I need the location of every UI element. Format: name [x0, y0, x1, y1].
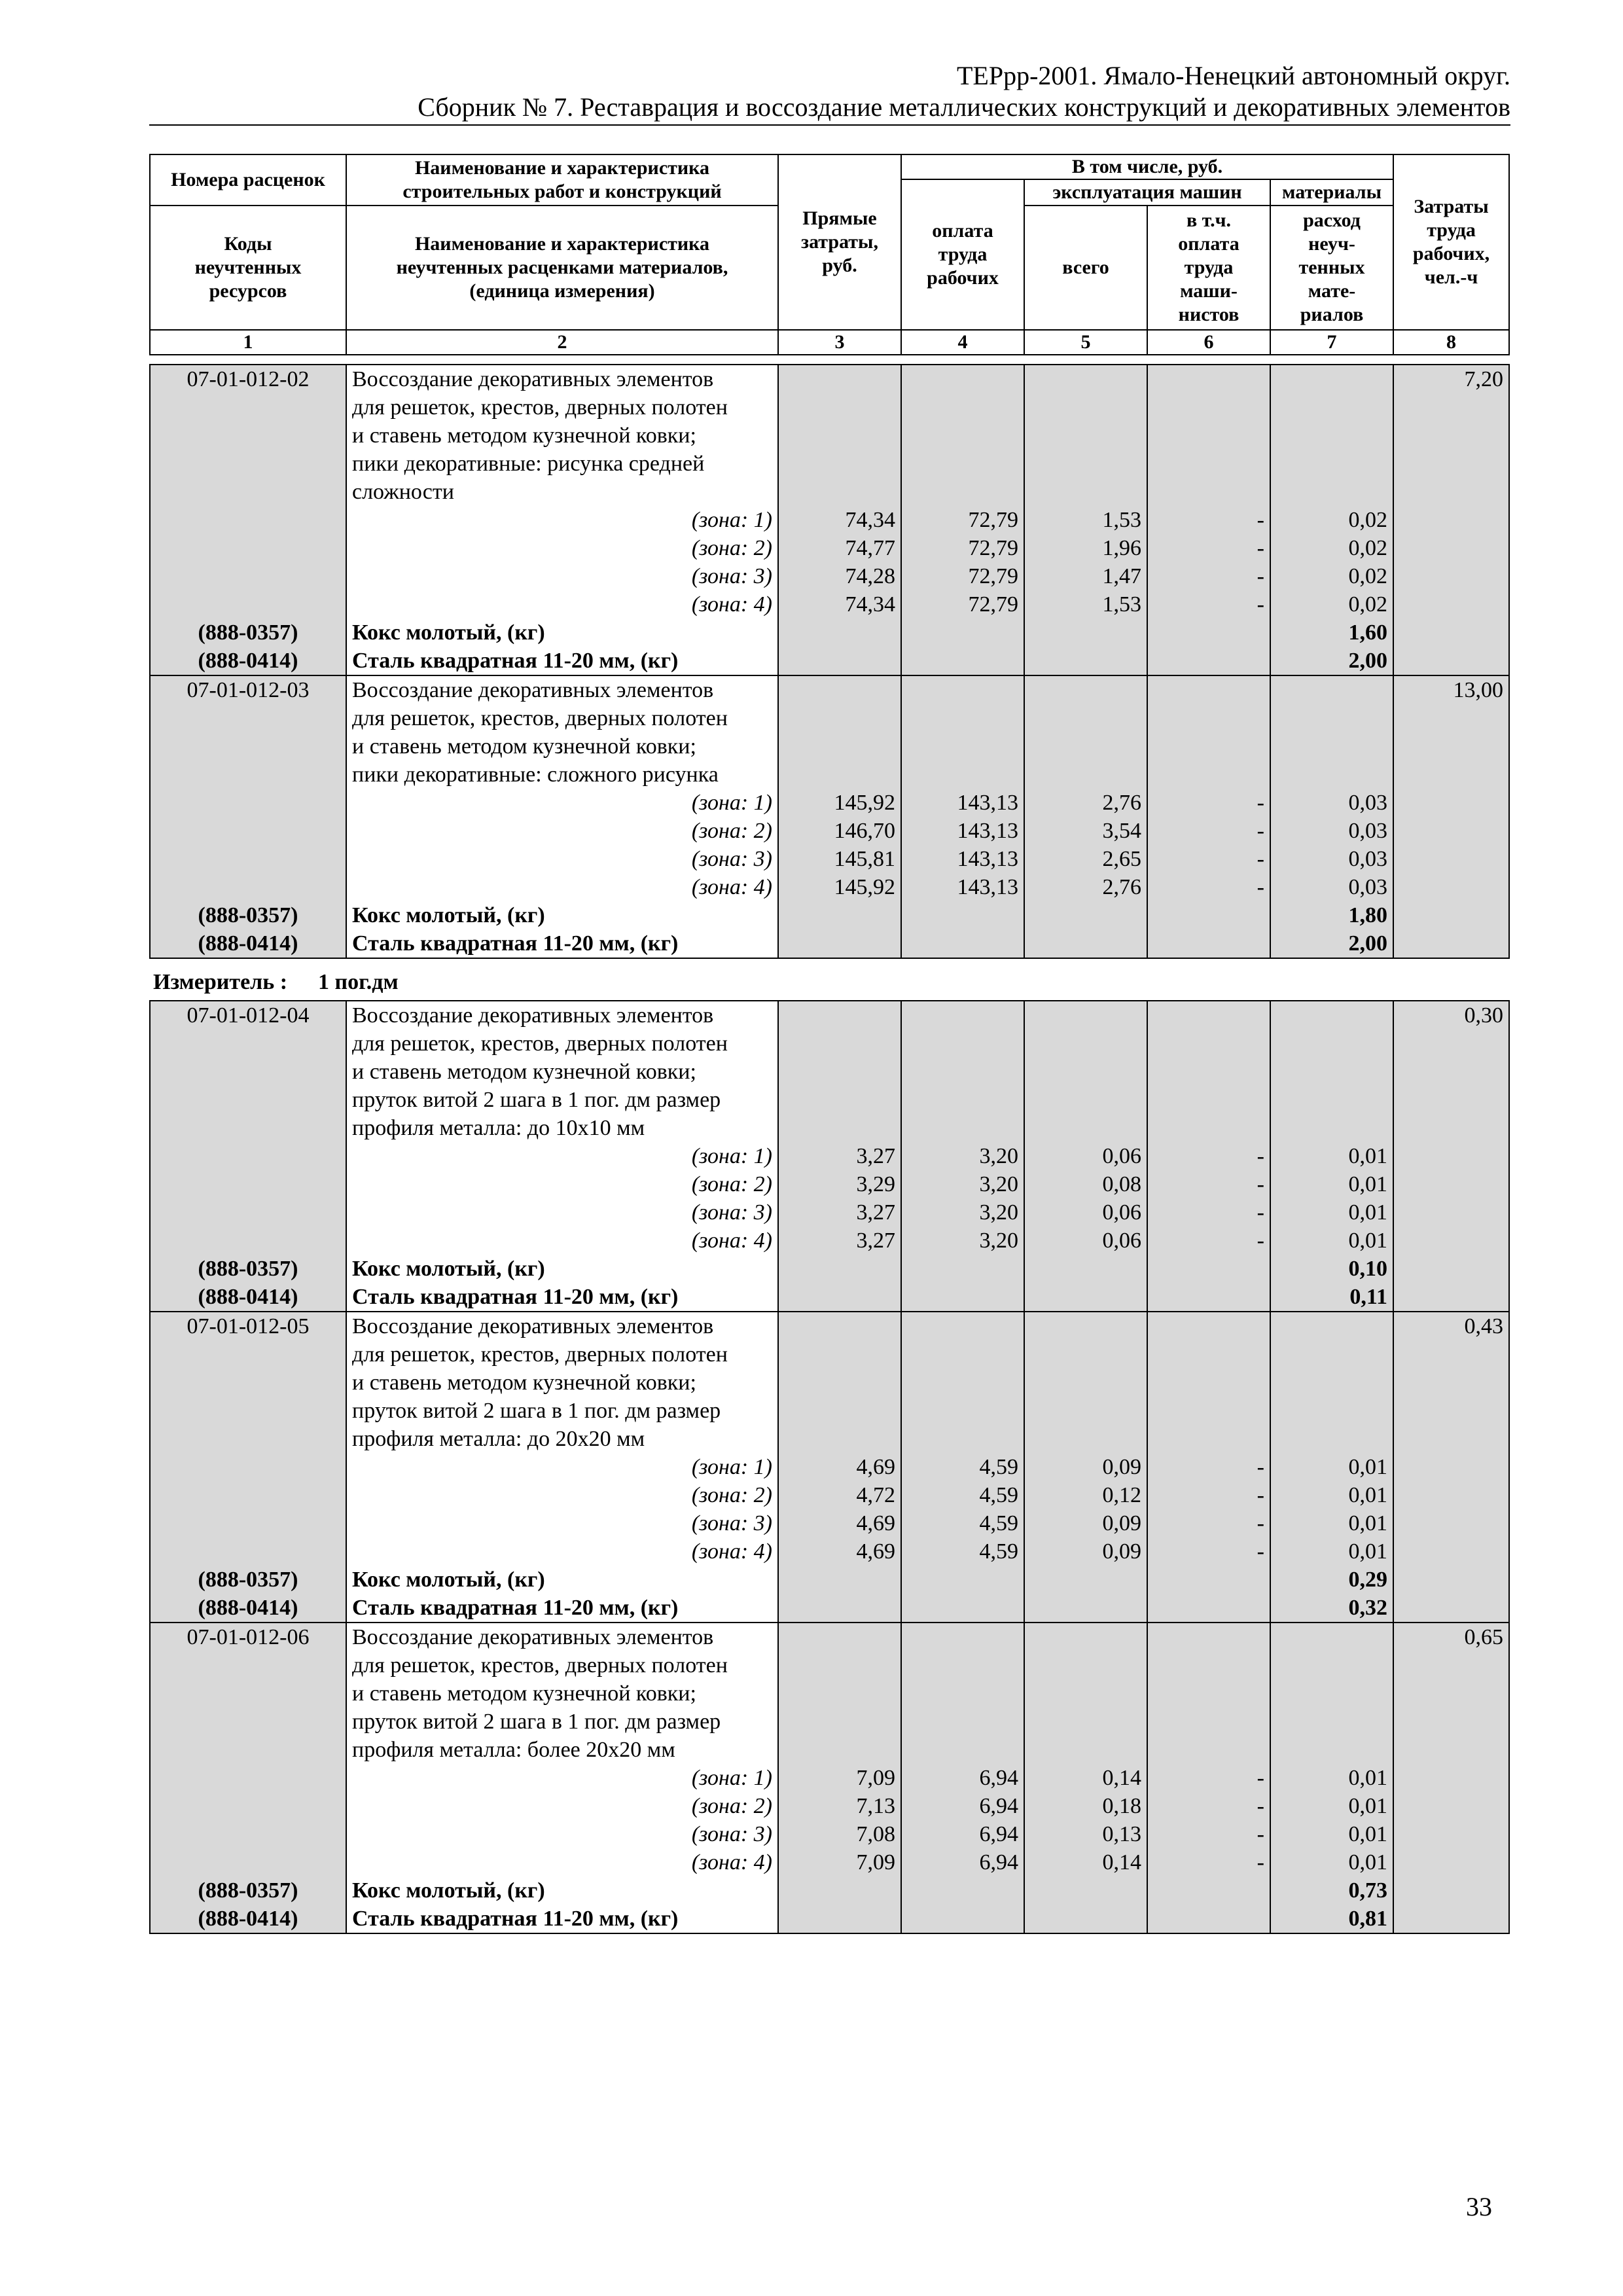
materials-value: 0,01	[1348, 1850, 1387, 1874]
wages-value: 3,20	[979, 1172, 1018, 1196]
resource-code: (888-0357)	[198, 903, 298, 927]
wages-value: 3,20	[979, 1229, 1018, 1253]
rate-entry	[150, 1312, 1509, 1623]
operators-value: -	[1257, 536, 1264, 560]
materials-value: 0,01	[1348, 1794, 1387, 1818]
zone-label: (зона: 2)	[691, 1172, 772, 1196]
cell-materials	[1270, 1623, 1393, 1933]
operators-value: -	[1257, 1766, 1264, 1790]
wages-value: 6,94	[979, 1794, 1018, 1818]
operators-value: -	[1257, 1455, 1264, 1479]
direct-cost-value: 7,08	[856, 1822, 895, 1846]
resource-qty: 1,80	[1348, 903, 1387, 927]
col-header-resource-codes: Коды неучтенных ресурсов	[150, 206, 346, 330]
rate-code: 07-01-012-03	[187, 678, 310, 702]
work-description-line: сложности	[352, 480, 454, 504]
resource-name: Сталь квадратная 11-20 мм, (кг)	[352, 1285, 679, 1309]
work-description-line: пруток витой 2 шага в 1 пог. дм размер	[352, 1710, 721, 1734]
resource-name: Кокс молотый, (кг)	[352, 1878, 545, 1903]
materials-value: 0,02	[1348, 564, 1387, 588]
col-number-7: 7	[1270, 330, 1393, 355]
work-description-line: для решеток, крестов, дверных полотен	[352, 395, 728, 420]
wages-value: 6,94	[979, 1766, 1018, 1790]
cell-machines	[1024, 675, 1147, 958]
labor-value: 7,20	[1464, 367, 1503, 391]
operators-value: -	[1257, 1200, 1264, 1225]
cell-materials	[1270, 1312, 1393, 1623]
col-header-labor: Затраты труда рабочих, чел.-ч	[1393, 154, 1509, 330]
work-description-line: для решеток, крестов, дверных полотен	[352, 1031, 728, 1056]
work-description-line: для решеток, крестов, дверных полотен	[352, 1342, 728, 1367]
labor-value: 0,30	[1464, 1003, 1503, 1028]
operators-value: -	[1257, 1172, 1264, 1196]
direct-cost-value: 4,69	[856, 1511, 895, 1535]
machines-value: 0,06	[1102, 1200, 1141, 1225]
cell-labor	[1393, 675, 1509, 958]
zone-label: (зона: 2)	[691, 1794, 772, 1818]
operators-value: -	[1257, 1144, 1264, 1168]
resource-qty: 1,60	[1348, 620, 1387, 645]
col-number-6: 6	[1147, 330, 1270, 355]
col-number-3: 3	[778, 330, 901, 355]
rate-entry	[150, 675, 1509, 958]
materials-value: 0,03	[1348, 819, 1387, 843]
work-description-line: и ставень методом кузнечной ковки;	[352, 1060, 696, 1084]
machines-value: 2,76	[1102, 791, 1141, 815]
zone-label: (зона: 3)	[691, 847, 772, 871]
machines-value: 0,18	[1102, 1794, 1141, 1818]
work-description-line: и ставень методом кузнечной ковки;	[352, 1371, 696, 1395]
header-rule	[149, 124, 1510, 126]
operators-value: -	[1257, 875, 1264, 899]
col-number-2: 2	[346, 330, 778, 355]
machines-value: 0,06	[1102, 1144, 1141, 1168]
labor-value: 0,43	[1464, 1314, 1503, 1338]
resource-qty: 0,11	[1349, 1285, 1387, 1309]
direct-cost-value: 3,29	[856, 1172, 895, 1196]
materials-value: 0,01	[1348, 1539, 1387, 1564]
cell-description	[346, 1623, 778, 1933]
work-description-line: и ставень методом кузнечной ковки;	[352, 1681, 696, 1706]
labor-value: 13,00	[1453, 678, 1503, 702]
cell-code	[150, 1001, 346, 1312]
col-number-5: 5	[1024, 330, 1147, 355]
resource-qty: 2,00	[1348, 649, 1387, 673]
cell-machines	[1024, 365, 1147, 675]
wages-value: 72,79	[968, 564, 1018, 588]
resource-code: (888-0357)	[198, 1257, 298, 1281]
wages-value: 72,79	[968, 592, 1018, 617]
zone-label: (зона: 4)	[691, 1850, 772, 1874]
zone-label: (зона: 2)	[691, 819, 772, 843]
resource-code: (888-0357)	[198, 1878, 298, 1903]
zone-label: (зона: 1)	[691, 791, 772, 815]
work-description-line: пруток витой 2 шага в 1 пог. дм размер	[352, 1399, 721, 1423]
work-description-line: Воссоздание декоративных элементов	[352, 1314, 714, 1338]
materials-value: 0,01	[1348, 1229, 1387, 1253]
work-description-line: Воссоздание декоративных элементов	[352, 1003, 714, 1028]
zone-label: (зона: 2)	[691, 536, 772, 560]
materials-value: 0,01	[1348, 1766, 1387, 1790]
machines-value: 0,14	[1102, 1766, 1141, 1790]
cell-direct	[778, 1623, 901, 1933]
work-description-line: Воссоздание декоративных элементов	[352, 678, 714, 702]
col-header-machines-total: всего	[1024, 206, 1147, 330]
resource-qty: 0,29	[1348, 1568, 1387, 1592]
cell-materials	[1270, 365, 1393, 675]
col-header-work-name: Наименование и характеристика строительных работ и конструкций	[346, 154, 778, 206]
resource-code: (888-0357)	[198, 620, 298, 645]
cell-direct	[778, 1001, 901, 1312]
resource-name: Кокс молотый, (кг)	[352, 903, 545, 927]
machines-value: 0,08	[1102, 1172, 1141, 1196]
direct-cost-value: 4,72	[856, 1483, 895, 1507]
direct-cost-value: 4,69	[856, 1539, 895, 1564]
zone-label: (зона: 4)	[691, 1539, 772, 1564]
direct-cost-value: 3,27	[856, 1229, 895, 1253]
col-header-wages: оплата труда рабочих	[901, 179, 1024, 330]
work-description-line: пруток витой 2 шага в 1 пог. дм размер	[352, 1088, 721, 1112]
measure-unit	[153, 970, 399, 995]
operators-value: -	[1257, 1794, 1264, 1818]
zone-label: (зона: 3)	[691, 564, 772, 588]
resource-code: (888-0357)	[198, 1568, 298, 1592]
resource-code: (888-0414)	[198, 1596, 298, 1620]
wages-value: 4,59	[979, 1455, 1018, 1479]
operators-value: -	[1257, 847, 1264, 871]
work-description-line: Воссоздание декоративных элементов	[352, 1625, 714, 1649]
cell-code	[150, 1623, 346, 1933]
operators-value: -	[1257, 791, 1264, 815]
cell-wages	[901, 1623, 1024, 1933]
direct-cost-value: 145,81	[834, 847, 895, 871]
zone-label: (зона: 4)	[691, 1229, 772, 1253]
cell-description	[346, 1312, 778, 1623]
wages-value: 72,79	[968, 536, 1018, 560]
col-number-4: 4	[901, 330, 1024, 355]
zone-label: (зона: 3)	[691, 1511, 772, 1535]
cell-labor	[1393, 365, 1509, 675]
cell-wages	[901, 365, 1024, 675]
cell-wages	[901, 675, 1024, 958]
materials-value: 0,01	[1348, 1144, 1387, 1168]
wages-value: 143,13	[957, 791, 1018, 815]
cell-machines	[1024, 1623, 1147, 1933]
col-header-including: В том числе, руб.	[901, 154, 1393, 179]
labor-value: 0,65	[1464, 1625, 1503, 1649]
machines-value: 1,53	[1102, 508, 1141, 532]
col-number-1: 1	[150, 330, 346, 355]
cell-description	[346, 675, 778, 958]
resource-name: Сталь квадратная 11-20 мм, (кг)	[352, 1907, 679, 1931]
wages-value: 6,94	[979, 1822, 1018, 1846]
operators-value: -	[1257, 1511, 1264, 1535]
table-header	[149, 154, 1510, 355]
materials-value: 0,03	[1348, 875, 1387, 899]
resource-code: (888-0414)	[198, 1907, 298, 1931]
resource-qty: 2,00	[1348, 931, 1387, 956]
materials-value: 0,02	[1348, 508, 1387, 532]
machines-value: 3,54	[1102, 819, 1141, 843]
rates-table-2	[149, 1000, 1510, 1934]
rate-entry	[150, 1001, 1509, 1312]
rate-code: 07-01-012-04	[187, 1003, 310, 1028]
work-description-line: профиля металла: более 20х20 мм	[352, 1738, 675, 1762]
wages-value: 72,79	[968, 508, 1018, 532]
wages-value: 4,59	[979, 1511, 1018, 1535]
resource-name: Кокс молотый, (кг)	[352, 1568, 545, 1592]
machines-value: 2,76	[1102, 875, 1141, 899]
resource-qty: 0,10	[1348, 1257, 1387, 1281]
wages-value: 3,20	[979, 1200, 1018, 1225]
resource-qty: 0,32	[1348, 1596, 1387, 1620]
wages-value: 143,13	[957, 819, 1018, 843]
direct-cost-value: 74,34	[845, 592, 895, 617]
work-description-line: пики декоративные: сложного рисунка	[352, 762, 719, 787]
col-header-machines: эксплуатация машин	[1024, 179, 1270, 206]
cell-materials	[1270, 1001, 1393, 1312]
cell-wages	[901, 1312, 1024, 1623]
measure-label: Измеритель :	[153, 970, 288, 994]
cell-machines	[1024, 1312, 1147, 1623]
direct-cost-value: 7,09	[856, 1766, 895, 1790]
materials-value: 0,02	[1348, 592, 1387, 617]
rate-code: 07-01-012-06	[187, 1625, 310, 1649]
work-description-line: и ставень методом кузнечной ковки;	[352, 423, 696, 448]
cell-code	[150, 365, 346, 675]
materials-value: 0,01	[1348, 1483, 1387, 1507]
operators-value: -	[1257, 1483, 1264, 1507]
work-description-line: для решеток, крестов, дверных полотен	[352, 706, 728, 730]
col-header-material-names: Наименование и характеристика неучтенных расценками материалов, (единица измерения)	[346, 206, 778, 330]
resource-name: Сталь квадратная 11-20 мм, (кг)	[352, 931, 679, 956]
resource-name: Сталь квадратная 11-20 мм, (кг)	[352, 1596, 679, 1620]
machines-value: 1,47	[1102, 564, 1141, 588]
resource-code: (888-0414)	[198, 931, 298, 956]
page-number: 33	[1466, 2192, 1492, 2221]
header-line-1: ТЕРрр-2001. Ямало-Ненецкий автономный округ.	[956, 61, 1510, 90]
direct-cost-value: 7,13	[856, 1794, 895, 1818]
work-description-line: пики декоративные: рисунка средней	[352, 452, 705, 476]
rate-code: 07-01-012-05	[187, 1314, 310, 1338]
zone-label: (зона: 1)	[691, 1455, 772, 1479]
operators-value: -	[1257, 1822, 1264, 1846]
direct-cost-value: 7,09	[856, 1850, 895, 1874]
zone-label: (зона: 2)	[691, 1483, 772, 1507]
cell-operators	[1147, 1312, 1270, 1623]
col-header-direct-costs: Прямые затраты, руб.	[778, 154, 901, 330]
measure-value: 1 пог.дм	[318, 970, 399, 994]
work-description-line: профиля металла: до 10х10 мм	[352, 1116, 645, 1140]
wages-value: 4,59	[979, 1483, 1018, 1507]
materials-value: 0,01	[1348, 1200, 1387, 1225]
resource-qty: 0,73	[1348, 1878, 1387, 1903]
direct-cost-value: 146,70	[834, 819, 895, 843]
machines-value: 0,06	[1102, 1229, 1141, 1253]
rate-entry	[150, 1623, 1509, 1933]
page-header	[149, 60, 1510, 123]
machines-value: 0,09	[1102, 1539, 1141, 1564]
zone-label: (зона: 1)	[691, 508, 772, 532]
zone-label: (зона: 3)	[691, 1822, 772, 1846]
col-header-material-usage: расход неуч- тенных мате- риалов	[1270, 206, 1393, 330]
cell-description	[346, 1001, 778, 1312]
col-header-operators: в т.ч. оплата труда маши- нистов	[1147, 206, 1270, 330]
materials-value: 0,02	[1348, 536, 1387, 560]
cell-machines	[1024, 1001, 1147, 1312]
work-description-line: профиля металла: до 20х20 мм	[352, 1427, 645, 1451]
materials-value: 0,01	[1348, 1511, 1387, 1535]
machines-value: 0,14	[1102, 1850, 1141, 1874]
zone-label: (зона: 4)	[691, 875, 772, 899]
cell-labor	[1393, 1623, 1509, 1933]
materials-value: 0,03	[1348, 847, 1387, 871]
header-line-2: Сборник № 7. Реставрация и воссоздание металлических конструкций и декоративных элементов	[418, 92, 1510, 122]
cell-materials	[1270, 675, 1393, 958]
machines-value: 0,09	[1102, 1455, 1141, 1479]
zone-label: (зона: 3)	[691, 1200, 772, 1225]
operators-value: -	[1257, 592, 1264, 617]
direct-cost-value: 4,69	[856, 1455, 895, 1479]
direct-cost-value: 74,28	[845, 564, 895, 588]
resource-name: Кокс молотый, (кг)	[352, 1257, 545, 1281]
operators-value: -	[1257, 819, 1264, 843]
cell-operators	[1147, 1623, 1270, 1933]
machines-value: 1,53	[1102, 592, 1141, 617]
cell-code	[150, 675, 346, 958]
direct-cost-value: 145,92	[834, 875, 895, 899]
cell-description	[346, 365, 778, 675]
zone-label: (зона: 1)	[691, 1144, 772, 1168]
cell-direct	[778, 675, 901, 958]
resource-name: Сталь квадратная 11-20 мм, (кг)	[352, 649, 679, 673]
work-description-line: для решеток, крестов, дверных полотен	[352, 1653, 728, 1677]
materials-value: 0,03	[1348, 791, 1387, 815]
machines-value: 0,12	[1102, 1483, 1141, 1507]
cell-code	[150, 1312, 346, 1623]
wages-value: 4,59	[979, 1539, 1018, 1564]
operators-value: -	[1257, 1539, 1264, 1564]
direct-cost-value: 74,34	[845, 508, 895, 532]
wages-value: 3,20	[979, 1144, 1018, 1168]
resource-code: (888-0414)	[198, 649, 298, 673]
col-header-materials: материалы	[1270, 179, 1393, 206]
wages-value: 143,13	[957, 875, 1018, 899]
operators-value: -	[1257, 1850, 1264, 1874]
machines-value: 1,96	[1102, 536, 1141, 560]
cell-operators	[1147, 365, 1270, 675]
cell-labor	[1393, 1312, 1509, 1623]
materials-value: 0,01	[1348, 1455, 1387, 1479]
wages-value: 143,13	[957, 847, 1018, 871]
direct-cost-value: 145,92	[834, 791, 895, 815]
direct-cost-value: 3,27	[856, 1144, 895, 1168]
direct-cost-value: 74,77	[845, 536, 895, 560]
zone-label: (зона: 4)	[691, 592, 772, 617]
resource-code: (888-0414)	[198, 1285, 298, 1309]
col-number-8: 8	[1393, 330, 1509, 355]
materials-value: 0,01	[1348, 1172, 1387, 1196]
machines-value: 0,09	[1102, 1511, 1141, 1535]
resource-name: Кокс молотый, (кг)	[352, 620, 545, 645]
col-header-rate-numbers: Номера расценок	[150, 154, 346, 206]
work-description-line: и ставень методом кузнечной ковки;	[352, 734, 696, 759]
cell-wages	[901, 1001, 1024, 1312]
work-description-line: Воссоздание декоративных элементов	[352, 367, 714, 391]
cell-operators	[1147, 1001, 1270, 1312]
cell-direct	[778, 1312, 901, 1623]
wages-value: 6,94	[979, 1850, 1018, 1874]
rate-entry	[150, 365, 1509, 675]
cell-direct	[778, 365, 901, 675]
zone-label: (зона: 1)	[691, 1766, 772, 1790]
operators-value: -	[1257, 564, 1264, 588]
operators-value: -	[1257, 1229, 1264, 1253]
cell-operators	[1147, 675, 1270, 958]
materials-value: 0,01	[1348, 1822, 1387, 1846]
machines-value: 0,13	[1102, 1822, 1141, 1846]
rate-code: 07-01-012-02	[187, 367, 310, 391]
rates-table-1	[149, 364, 1510, 959]
resource-qty: 0,81	[1348, 1907, 1387, 1931]
machines-value: 2,65	[1102, 847, 1141, 871]
operators-value: -	[1257, 508, 1264, 532]
direct-cost-value: 3,27	[856, 1200, 895, 1225]
cell-labor	[1393, 1001, 1509, 1312]
